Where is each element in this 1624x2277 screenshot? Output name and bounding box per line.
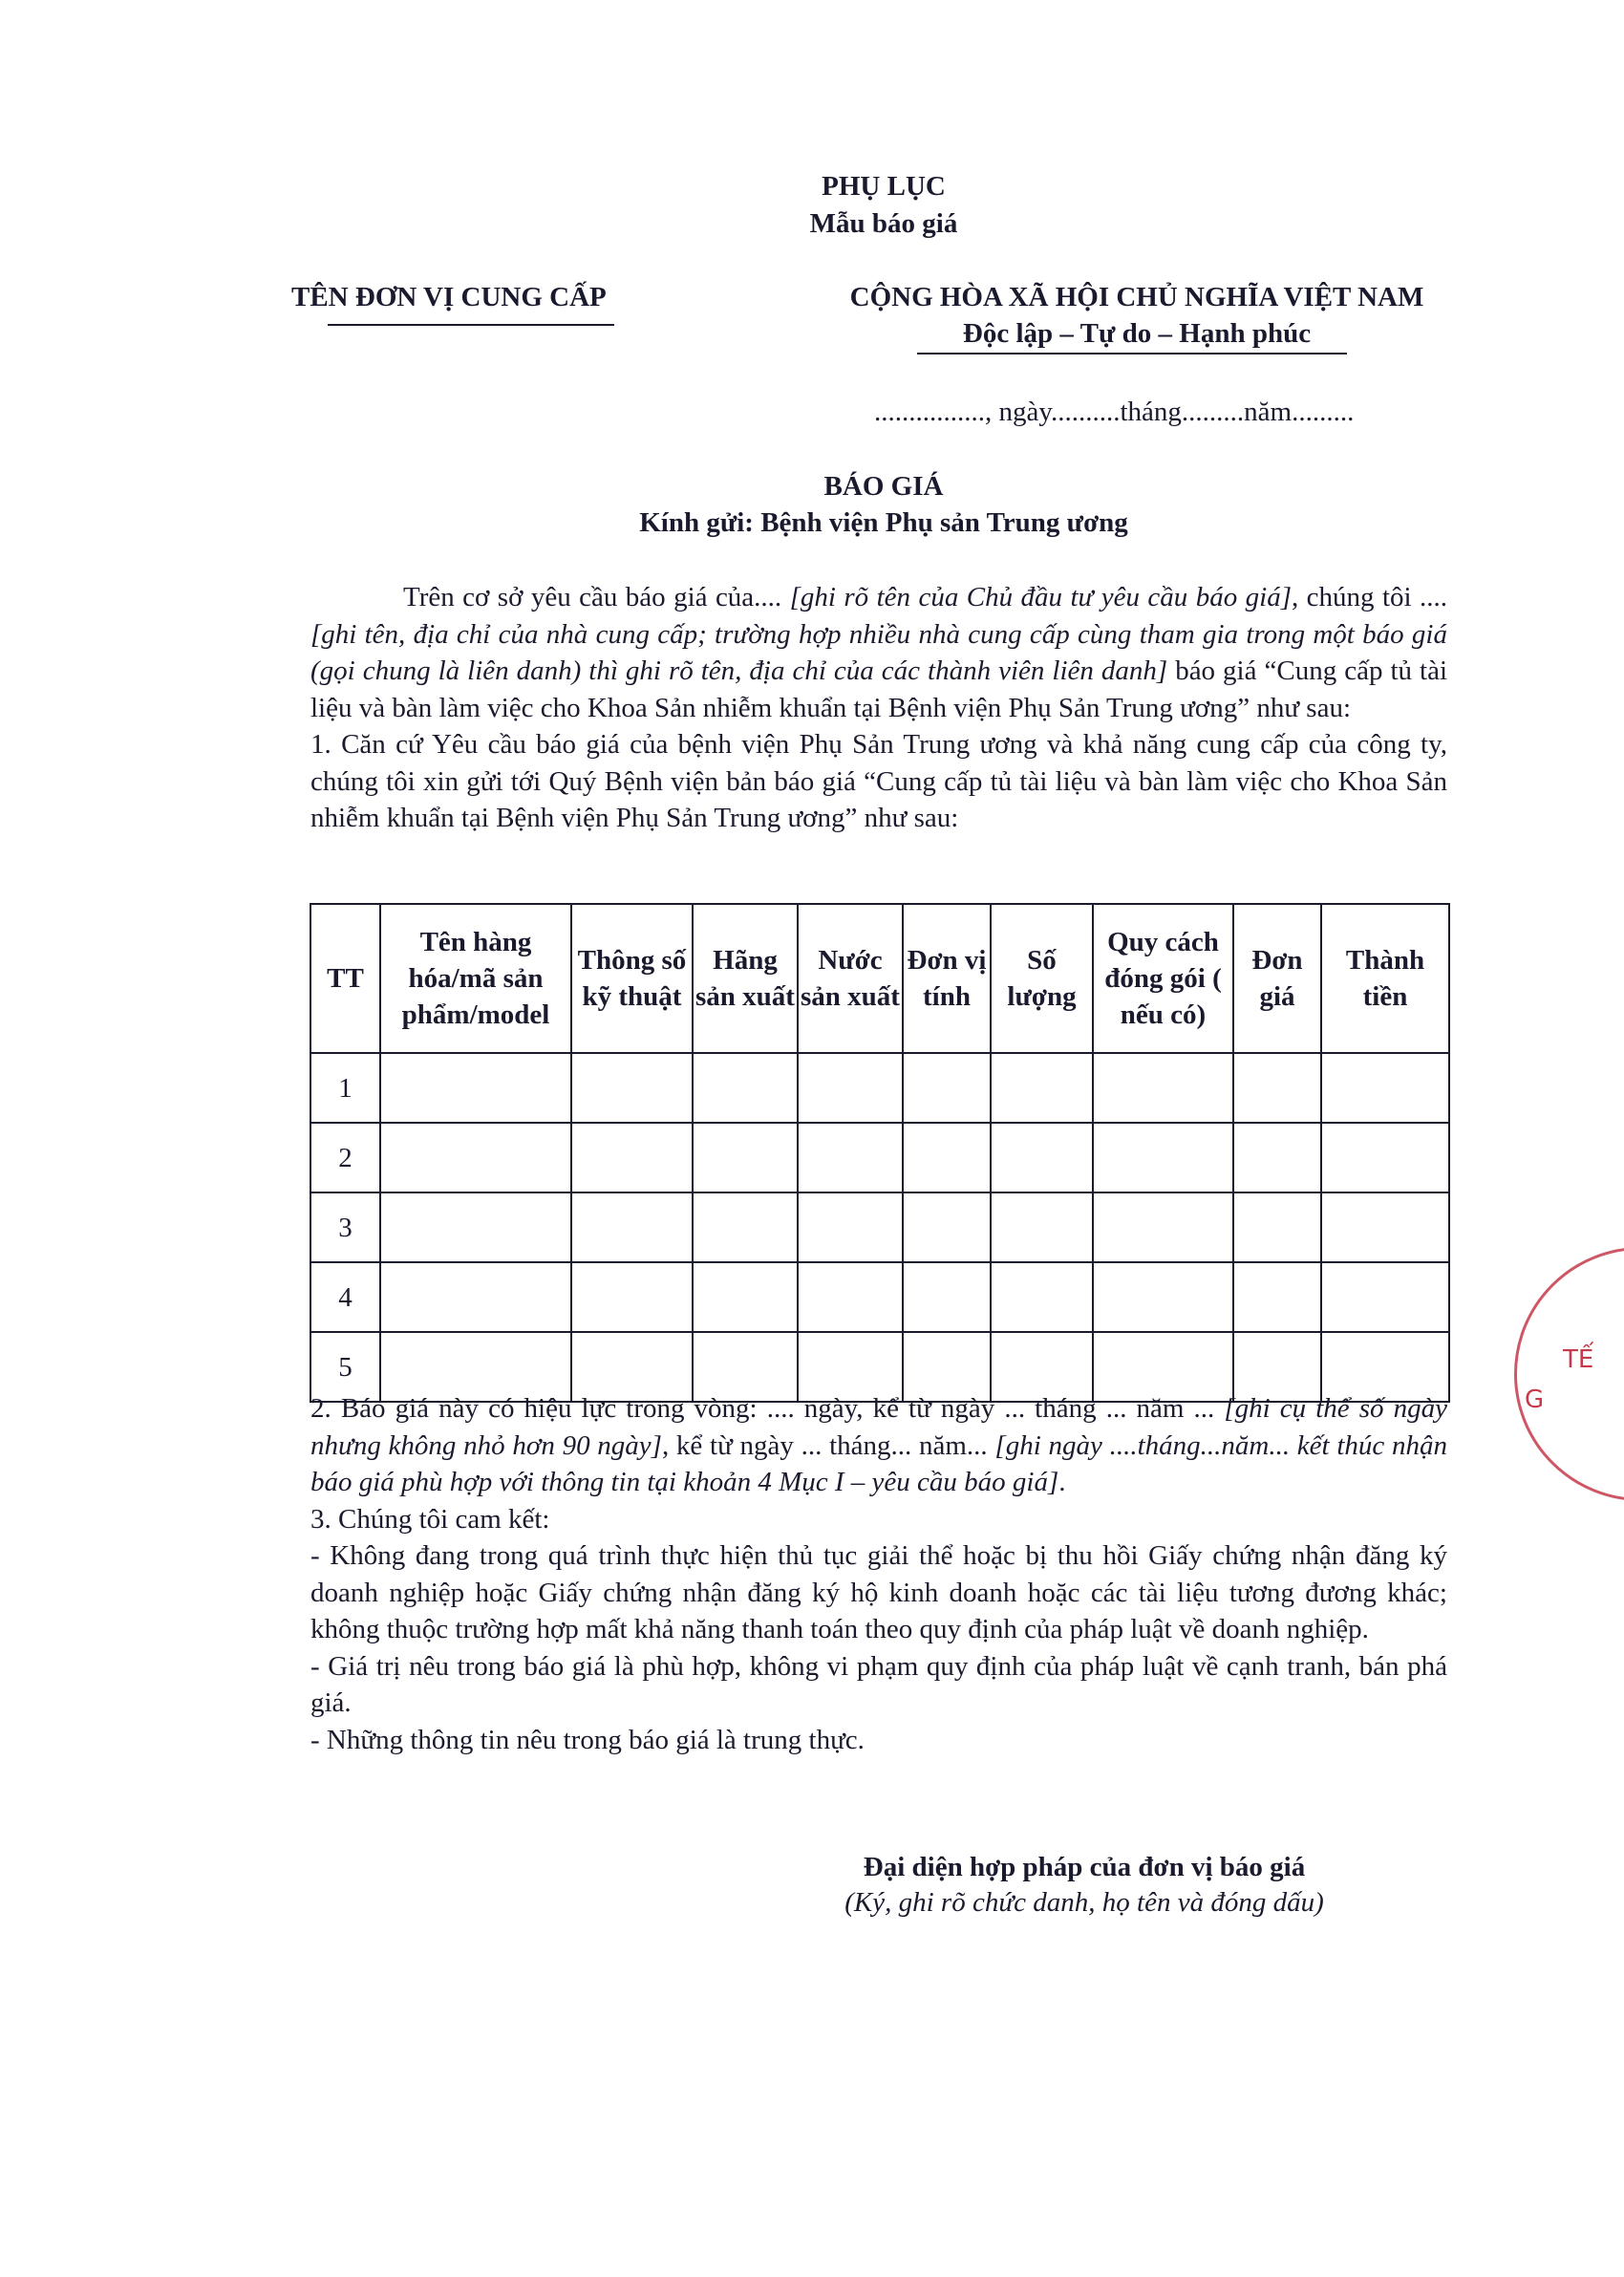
table-cell bbox=[1233, 1262, 1321, 1332]
stamp-text: TẾ bbox=[1563, 1345, 1594, 1374]
commitment-item: - Giá trị nêu trong báo giá là phù hợp, không vi phạm quy định của pháp luật về cạnh tranh, bán phá giá. bbox=[310, 1650, 1447, 1718]
col-header-product-name: Tên hàng hóa/mã sản phẩm/model bbox=[380, 904, 571, 1053]
table-cell bbox=[798, 1123, 903, 1192]
recipient-line: Kính gửi: Bệnh viện Phụ sản Trung ương bbox=[639, 507, 1128, 538]
table-cell bbox=[1321, 1053, 1449, 1123]
intro-note-2: [ghi tên, địa chỉ của nhà cung cấp; trường hợp nhiều nhà cung cấp cùng tham gia trong một báo giá (gọi chung là liên danh) thì ghi rõ tên, địa chỉ của các thành viên liên danh] bbox=[310, 618, 1447, 686]
table-cell bbox=[380, 1262, 571, 1332]
table-cell bbox=[571, 1262, 693, 1332]
table-cell bbox=[798, 1053, 903, 1123]
col-header-total: Thành tiền bbox=[1321, 904, 1449, 1053]
table-cell bbox=[1093, 1123, 1233, 1192]
table-header-row bbox=[310, 904, 1449, 1053]
table-cell bbox=[1233, 1053, 1321, 1123]
table-cell bbox=[1093, 1262, 1233, 1332]
row-number: 5 bbox=[310, 1332, 380, 1402]
signature-title: Đại diện hợp pháp của đơn vị báo giá bbox=[863, 1852, 1306, 1882]
table-cell bbox=[380, 1192, 571, 1262]
table-cell bbox=[693, 1262, 798, 1332]
terms-section bbox=[310, 1390, 1447, 1758]
row-number: 4 bbox=[310, 1262, 380, 1332]
table-cell bbox=[1093, 1053, 1233, 1123]
table-cell bbox=[991, 1192, 1093, 1262]
table-cell bbox=[693, 1123, 798, 1192]
table-cell bbox=[903, 1192, 991, 1262]
col-header-country: Nước sản xuất bbox=[798, 904, 903, 1053]
quote-title: BÁO GIÁ bbox=[823, 471, 944, 502]
col-header-specs: Thông số kỹ thuật bbox=[571, 904, 693, 1053]
intro-note-1: [ghi rõ tên của Chủ đầu tư yêu cầu báo giá] bbox=[789, 582, 1292, 612]
stamp-text-2: G bbox=[1525, 1386, 1545, 1414]
intro-section bbox=[310, 579, 1447, 837]
table-cell bbox=[1093, 1192, 1233, 1262]
table-cell bbox=[903, 1262, 991, 1332]
col-header-quantity: Số lượng bbox=[991, 904, 1093, 1053]
table-row bbox=[310, 1192, 1449, 1262]
table-cell bbox=[1321, 1262, 1449, 1332]
col-header-manufacturer: Hãng sản xuất bbox=[693, 904, 798, 1053]
table-cell bbox=[1233, 1192, 1321, 1262]
section-2 bbox=[310, 1390, 1447, 1501]
signature-note: (Ký, ghi rõ chức danh, họ tên và đóng dấu) bbox=[844, 1887, 1324, 1918]
table-cell bbox=[1321, 1123, 1449, 1192]
supplier-label: TÊN ĐƠN VỊ CUNG CẤP bbox=[291, 282, 607, 312]
table-cell bbox=[571, 1053, 693, 1123]
section-1: 1. Căn cứ Yêu cầu báo giá của bệnh viện Phụ Sản Trung ương và khả năng cung cấp của công ty, chúng tôi xin gửi tới Quý Bệnh viện bản báo giá “Cung cấp tủ tài liệu và bàn làm việc cho Khoa Sản nhiễm khuẩn tại Bệnh viện Phụ Sản Trung ương” như sau: bbox=[310, 729, 1447, 833]
table-cell bbox=[798, 1192, 903, 1262]
commitment-item: - Những thông tin nêu trong báo giá là trung thực. bbox=[310, 1724, 865, 1755]
table-cell bbox=[571, 1192, 693, 1262]
date-line: ................, ngày..........tháng.........năm......... bbox=[874, 397, 1355, 427]
table-cell bbox=[1321, 1192, 1449, 1262]
row-number: 2 bbox=[310, 1123, 380, 1192]
form-name: Mẫu báo giá bbox=[809, 208, 958, 239]
col-header-unit-price: Đơn giá bbox=[1233, 904, 1321, 1053]
section-3-heading: 3. Chúng tôi cam kết: bbox=[310, 1503, 550, 1535]
motto-underline bbox=[917, 353, 1347, 354]
section-2-text-a: 2. Báo giá này có hiệu lực trong vòng: .... ngày, kể từ ngày ... tháng ... năm ... bbox=[310, 1393, 1225, 1424]
commitment-item: - Không đang trong quá trình thực hiện thủ tục giải thể hoặc bị thu hồi Giấy chứng nhận đăng ký doanh nghiệp hoặc Giấy chứng nhận đăng ký hộ kinh doanh hoặc các tài liệu tương đương khác; không thuộc trường hợp mất khả năng thanh toán theo quy định của pháp luật về doanh nghiệp. bbox=[310, 1540, 1447, 1644]
quote-table bbox=[310, 903, 1450, 1403]
row-number: 3 bbox=[310, 1192, 380, 1262]
table-cell bbox=[380, 1123, 571, 1192]
supplier-underline bbox=[328, 324, 614, 326]
table-cell bbox=[693, 1053, 798, 1123]
table-cell bbox=[798, 1262, 903, 1332]
table-row bbox=[310, 1053, 1449, 1123]
table-cell bbox=[991, 1262, 1093, 1332]
table-cell bbox=[380, 1053, 571, 1123]
table-cell bbox=[693, 1192, 798, 1262]
table-cell bbox=[1233, 1123, 1321, 1192]
col-header-tt: TT bbox=[310, 904, 380, 1053]
section-2-text-b: , kể từ ngày ... tháng... năm... bbox=[661, 1429, 995, 1461]
intro-text-2: , chúng tôi .... bbox=[1291, 582, 1447, 612]
table-row bbox=[310, 1262, 1449, 1332]
row-number: 1 bbox=[310, 1053, 380, 1123]
table-row bbox=[310, 1123, 1449, 1192]
col-header-packaging: Quy cách đóng gói ( nếu có) bbox=[1093, 904, 1233, 1053]
intro-paragraph bbox=[310, 579, 1447, 726]
table-cell bbox=[991, 1123, 1093, 1192]
section-2-text-c: . bbox=[1058, 1467, 1066, 1497]
intro-text-3: báo giá “Cung cấp tủ tài liệu và bàn làm việc cho Khoa Sản nhiễm khuẩn tại Bệnh viện Phụ Sản Trung ương” như sau: bbox=[310, 655, 1447, 723]
table-cell bbox=[991, 1053, 1093, 1123]
motto: Độc lập – Tự do – Hạnh phúc bbox=[962, 318, 1312, 349]
col-header-unit: Đơn vị tính bbox=[903, 904, 991, 1053]
section-2-note-b: [ghi ngày ....tháng...năm... kết thúc nhận báo giá phù hợp với thông tin tại khoản 4 Mục I – yêu cầu báo giá] bbox=[310, 1429, 1447, 1497]
appendix-title: PHỤ LỤC bbox=[822, 171, 946, 202]
stamp-seal bbox=[1514, 1247, 1624, 1501]
table-cell bbox=[903, 1053, 991, 1123]
table-cell bbox=[571, 1123, 693, 1192]
country-name: CỘNG HÒA XÃ HỘI CHỦ NGHĨA VIỆT NAM bbox=[849, 282, 1424, 312]
intro-text-1: Trên cơ sở yêu cầu báo giá của.... bbox=[403, 582, 782, 612]
section-2-note-a: [ghi cụ thể số ngày nhưng không nhỏ hơn 90 ngày] bbox=[310, 1393, 1447, 1461]
table-cell bbox=[903, 1123, 991, 1192]
